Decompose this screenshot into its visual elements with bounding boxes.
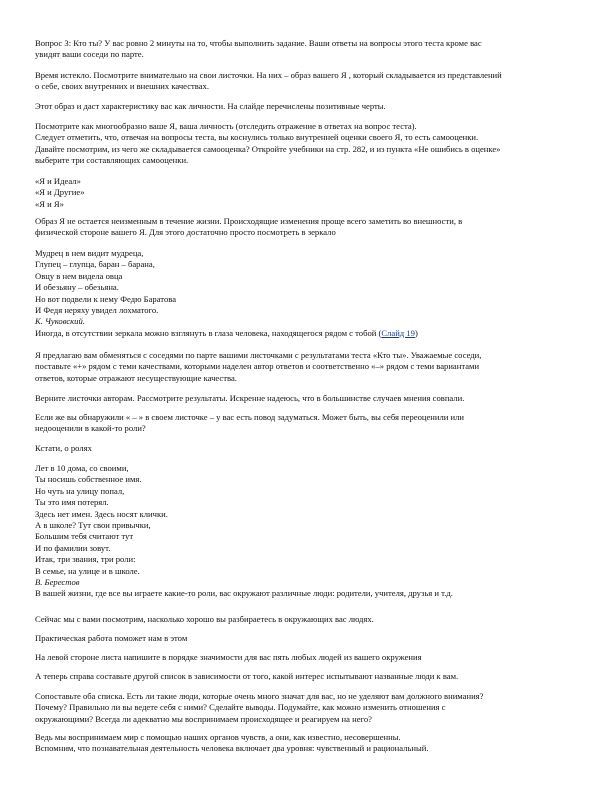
text-line: Верните листочки авторам. Рассмотрите результаты. Искренне надеюсь, что в большинстве случаев мнения совпали.	[35, 393, 465, 403]
text-line: Я предлагаю вам обменяться с соседями по парте вашими листочками с результатами теста «Кто ты». Уважаемые соседи,	[35, 350, 482, 360]
text-line: Время истекло. Посмотрите внимательно на свои листочки. На них – образ вашего Я , который складывается из представлений	[35, 70, 502, 80]
paragraph-question-3	[35, 38, 580, 61]
text-line: выберите три составляющих самооценки.	[35, 155, 189, 166]
text-line: Посмотрите как многообразно ваше Я, ваша личность (отследить отражение в ответах на вопрос теста).	[35, 121, 417, 131]
text-line: Практическая работа поможет нам в этом	[35, 633, 188, 643]
text-line: Вопрос 3: Кто ты? У вас ровно 2 минуты на то, чтобы выполнить задание. Ваши ответы на вопросы этого теста кроме вас	[35, 38, 482, 48]
poem-chukovsky	[35, 248, 580, 339]
list-item: «Я и Я»	[35, 198, 64, 209]
paragraph-return-sheets	[35, 393, 580, 404]
paragraph-about-roles	[35, 443, 580, 454]
paragraph-look-around	[35, 614, 580, 625]
poem-author: К. Чуковский.	[35, 316, 85, 327]
paragraph-practical-work	[35, 633, 580, 644]
poem-line: Итак, три звания, три роли:	[35, 554, 136, 565]
paragraph-self-esteem	[35, 121, 580, 167]
paragraph-image-character	[35, 101, 580, 112]
paragraph-image-changes	[35, 216, 580, 239]
text-line: Следует отметить, что, отвечая на вопросы теста, вы коснулись только внутренней оценки своего Я, то есть самооценки.	[35, 132, 479, 143]
poem-line: Мудрец в нем видит мудреца,	[35, 248, 144, 258]
text-line: Давайте посмотрим, из чего же складывается самооценка? Откройте учебники на стр. 282, и из пункта «Не ошибись в оценке»	[35, 143, 501, 154]
paragraph-minus-found	[35, 412, 580, 435]
text-line: Ведь мы воспринимаем мир с помощью наших органов чувств, а они, как известно, несовершенны.	[35, 732, 401, 742]
poem-line: Ты носишь собственное имя.	[35, 474, 142, 485]
text-line: недооценили в какой-то роли?	[35, 423, 146, 434]
text-line: Если же вы обнаружили « – » в своем листочке – у вас есть повод задуматься. Может быть, вы себя переоценили или	[35, 412, 465, 422]
list-item: «Я и Идеал»	[35, 176, 81, 186]
mirror-text: Иногда, в отсутствии зеркала можно взглянуть в глаза человека, находящегося рядом с тобой (	[35, 327, 382, 338]
slide-19-link[interactable]: Слайд 19	[381, 327, 415, 338]
poem-author: В. Берестов	[35, 577, 80, 588]
poem-line: Но вот подвели к нему Федю Баратова	[35, 293, 177, 304]
text-line: А теперь справа составьте другой список в зависимости от того, какой интерес испытывают названные люди к вам.	[35, 671, 459, 681]
list-item: «Я и Другие»	[35, 187, 85, 198]
paragraph-perception	[35, 732, 580, 755]
self-esteem-components-list	[35, 176, 580, 210]
text-line: увидят ваши соседи по парте.	[35, 49, 144, 60]
paragraph-left-side	[35, 652, 580, 663]
text-line	[35, 328, 580, 339]
paragraph-right-side	[35, 671, 580, 682]
text-line: о себе, своих внутренних и внешних качествах.	[35, 81, 209, 92]
text-line: Кстати, о ролях	[35, 443, 92, 453]
poem-berestov	[35, 463, 580, 600]
text-line: В вашей жизни, где все вы играете какие-то роли, вас окружают различные люди: родители, учителя, друзья и т.д.	[35, 588, 453, 599]
poem-line: И Федя неряху увидел лохматого.	[35, 305, 159, 316]
poem-line: В семье, на улице и в школе.	[35, 565, 140, 576]
poem-line: Большим тебя считают тут	[35, 531, 134, 542]
text-line: Образ Я не остается неизменным в течение жизни. Происходящие изменения проще всего заметить во внешности, в	[35, 216, 463, 226]
paragraph-time-up	[35, 70, 580, 93]
text-line: окружающими? Всегда ли адекватно мы воспринимаем происходящее и реагируем на него?	[35, 713, 372, 724]
text-line: Сейчас мы с вами посмотрим, насколько хорошо вы разбираетесь в окружающих вас людях.	[35, 614, 374, 624]
paragraph-compare-lists	[35, 691, 580, 725]
text-line: Сопоставьте оба списка. Есть ли такие люди, которые очень много значат для вас, но не уделяют вам должного внимания?	[35, 691, 484, 701]
poem-line: Но чуть на улицу попал,	[35, 485, 125, 496]
poem-line: А в школе? Тут свои привычки,	[35, 520, 151, 531]
paragraph-exchange-sheets	[35, 350, 580, 384]
text-line: Почему? Правильно ли вы ведете себя с ними? Сделайте выводы. Подумайте, как можно изменить отношения с	[35, 702, 446, 713]
poem-line: И по фамилии зовут.	[35, 542, 111, 553]
poem-line: И обезьяну – обезьяна.	[35, 282, 119, 293]
text-line: Этот образ и даст характеристику вас как личности. На слайде перечислены позитивные черты.	[35, 101, 386, 111]
text-line: Вспомним, что познавательная деятельность человека включает два уровня: чувственный и рациональный.	[35, 743, 429, 754]
poem-line: Овцу в нем видела овца	[35, 270, 123, 281]
text-line: поставьте «+» рядом с теми качествами, которыми наделен автор ответов и соответственно «–» рядом с теми вариантами	[35, 361, 480, 372]
text-line: ответов, которые отражают несуществующие качества.	[35, 372, 237, 383]
text-line: На левой стороне листа напишите в порядке значимости для вас пять любых людей из вашего окружения	[35, 652, 422, 662]
poem-line: Ты это имя потерял.	[35, 497, 109, 508]
poem-line: Глупец – глупца, баран – барана,	[35, 259, 155, 270]
closing-paren: )	[414, 327, 418, 338]
poem-line: Лет в 10 дома, со своими,	[35, 463, 129, 473]
text-line: физической стороне вашего Я. Для этого достаточно просто посмотреть в зеркало	[35, 227, 336, 238]
poem-line: Здесь нет имен. Здесь носят клички.	[35, 508, 168, 519]
